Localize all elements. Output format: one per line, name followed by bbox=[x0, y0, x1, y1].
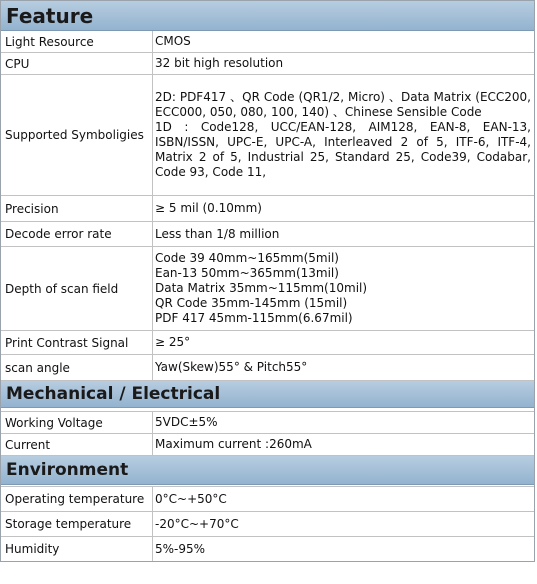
row-value: 32 bit high resolution bbox=[155, 56, 284, 70]
row-value: CMOS bbox=[155, 34, 191, 48]
spec-row-storage-temp bbox=[1, 512, 534, 537]
row-label: Print Contrast Signal bbox=[1, 331, 153, 354]
spec-row-symbologies bbox=[1, 75, 534, 196]
row-value: 0°C~+50°C bbox=[155, 491, 227, 506]
row-label: Storage temperature bbox=[1, 512, 153, 536]
row-value: ≥ 5 mil (0.10mm) bbox=[155, 201, 262, 215]
spec-row-print-contrast bbox=[1, 331, 534, 355]
symbologies-1d-text: 1D : Code128, UCC/EAN-128, AIM128, EAN-8, EAN-13, ISBN/ISSN, UPC-E, UPC-A, Interleaved 2 of 5, ITF-6, ITF-4, Matrix 2 of 5, Industrial 25, Standard 25, Code39, Codabar, Code 93, Code 11, bbox=[155, 120, 531, 179]
row-value: 5VDC±5% bbox=[155, 415, 218, 429]
depth-line: QR Code 35mm-145mm (15mil) bbox=[155, 296, 348, 310]
row-value bbox=[153, 75, 534, 195]
row-label: Precision bbox=[1, 196, 153, 221]
depth-line: Ean-13 50mm~365mm(13mil) bbox=[155, 266, 339, 280]
depth-line: Data Matrix 35mm~115mm(10mil) bbox=[155, 281, 368, 295]
spec-row-decode-error bbox=[1, 222, 534, 247]
row-label: Humidity bbox=[1, 537, 153, 561]
spec-row-cpu bbox=[1, 53, 534, 75]
row-value: Less than 1/8 million bbox=[155, 226, 280, 241]
row-value: 5%-95% bbox=[155, 541, 206, 556]
spec-row-humidity bbox=[1, 537, 534, 561]
spec-row-operating-temp bbox=[1, 486, 534, 512]
row-label: scan angle bbox=[1, 355, 153, 380]
section-header-environment: Environment bbox=[1, 456, 534, 485]
spec-row-light-resource bbox=[1, 31, 534, 53]
row-value: ≥ 25° bbox=[155, 335, 191, 349]
section-header-feature: Feature bbox=[1, 1, 534, 31]
section-header-mechanical: Mechanical / Electrical bbox=[1, 381, 534, 408]
spec-row-scan-angle bbox=[1, 355, 534, 381]
row-label: Working Voltage bbox=[1, 412, 153, 433]
depth-line: PDF 417 45mm-115mm(6.67mil) bbox=[155, 311, 353, 325]
depth-line: Code 39 40mm~165mm(5mil) bbox=[155, 251, 339, 265]
row-label: Light Resource bbox=[1, 31, 153, 52]
row-label: Depth of scan field bbox=[1, 247, 153, 330]
spec-row-depth bbox=[1, 247, 534, 331]
row-value: Yaw(Skew)55° & Pitch55° bbox=[155, 360, 308, 374]
spec-row-precision bbox=[1, 196, 534, 222]
row-label: CPU bbox=[1, 53, 153, 74]
row-value: Maximum current :260mA bbox=[155, 437, 312, 451]
row-value bbox=[153, 247, 534, 330]
spec-row-current bbox=[1, 434, 534, 456]
row-label: Supported Symboligies bbox=[1, 75, 153, 195]
row-label: Current bbox=[1, 434, 153, 455]
row-value: -20°C~+70°C bbox=[155, 516, 239, 531]
row-label: Operating temperature bbox=[1, 487, 153, 511]
symbologies-2d-text: 2D: PDF417 、QR Code (QR1/2, Micro) 、Data Matrix (ECC200, ECC000, 050, 080, 100, 140) 、Chinese Sensible Code bbox=[155, 90, 531, 119]
spec-row-working-voltage bbox=[1, 411, 534, 434]
row-label: Decode error rate bbox=[1, 222, 153, 246]
